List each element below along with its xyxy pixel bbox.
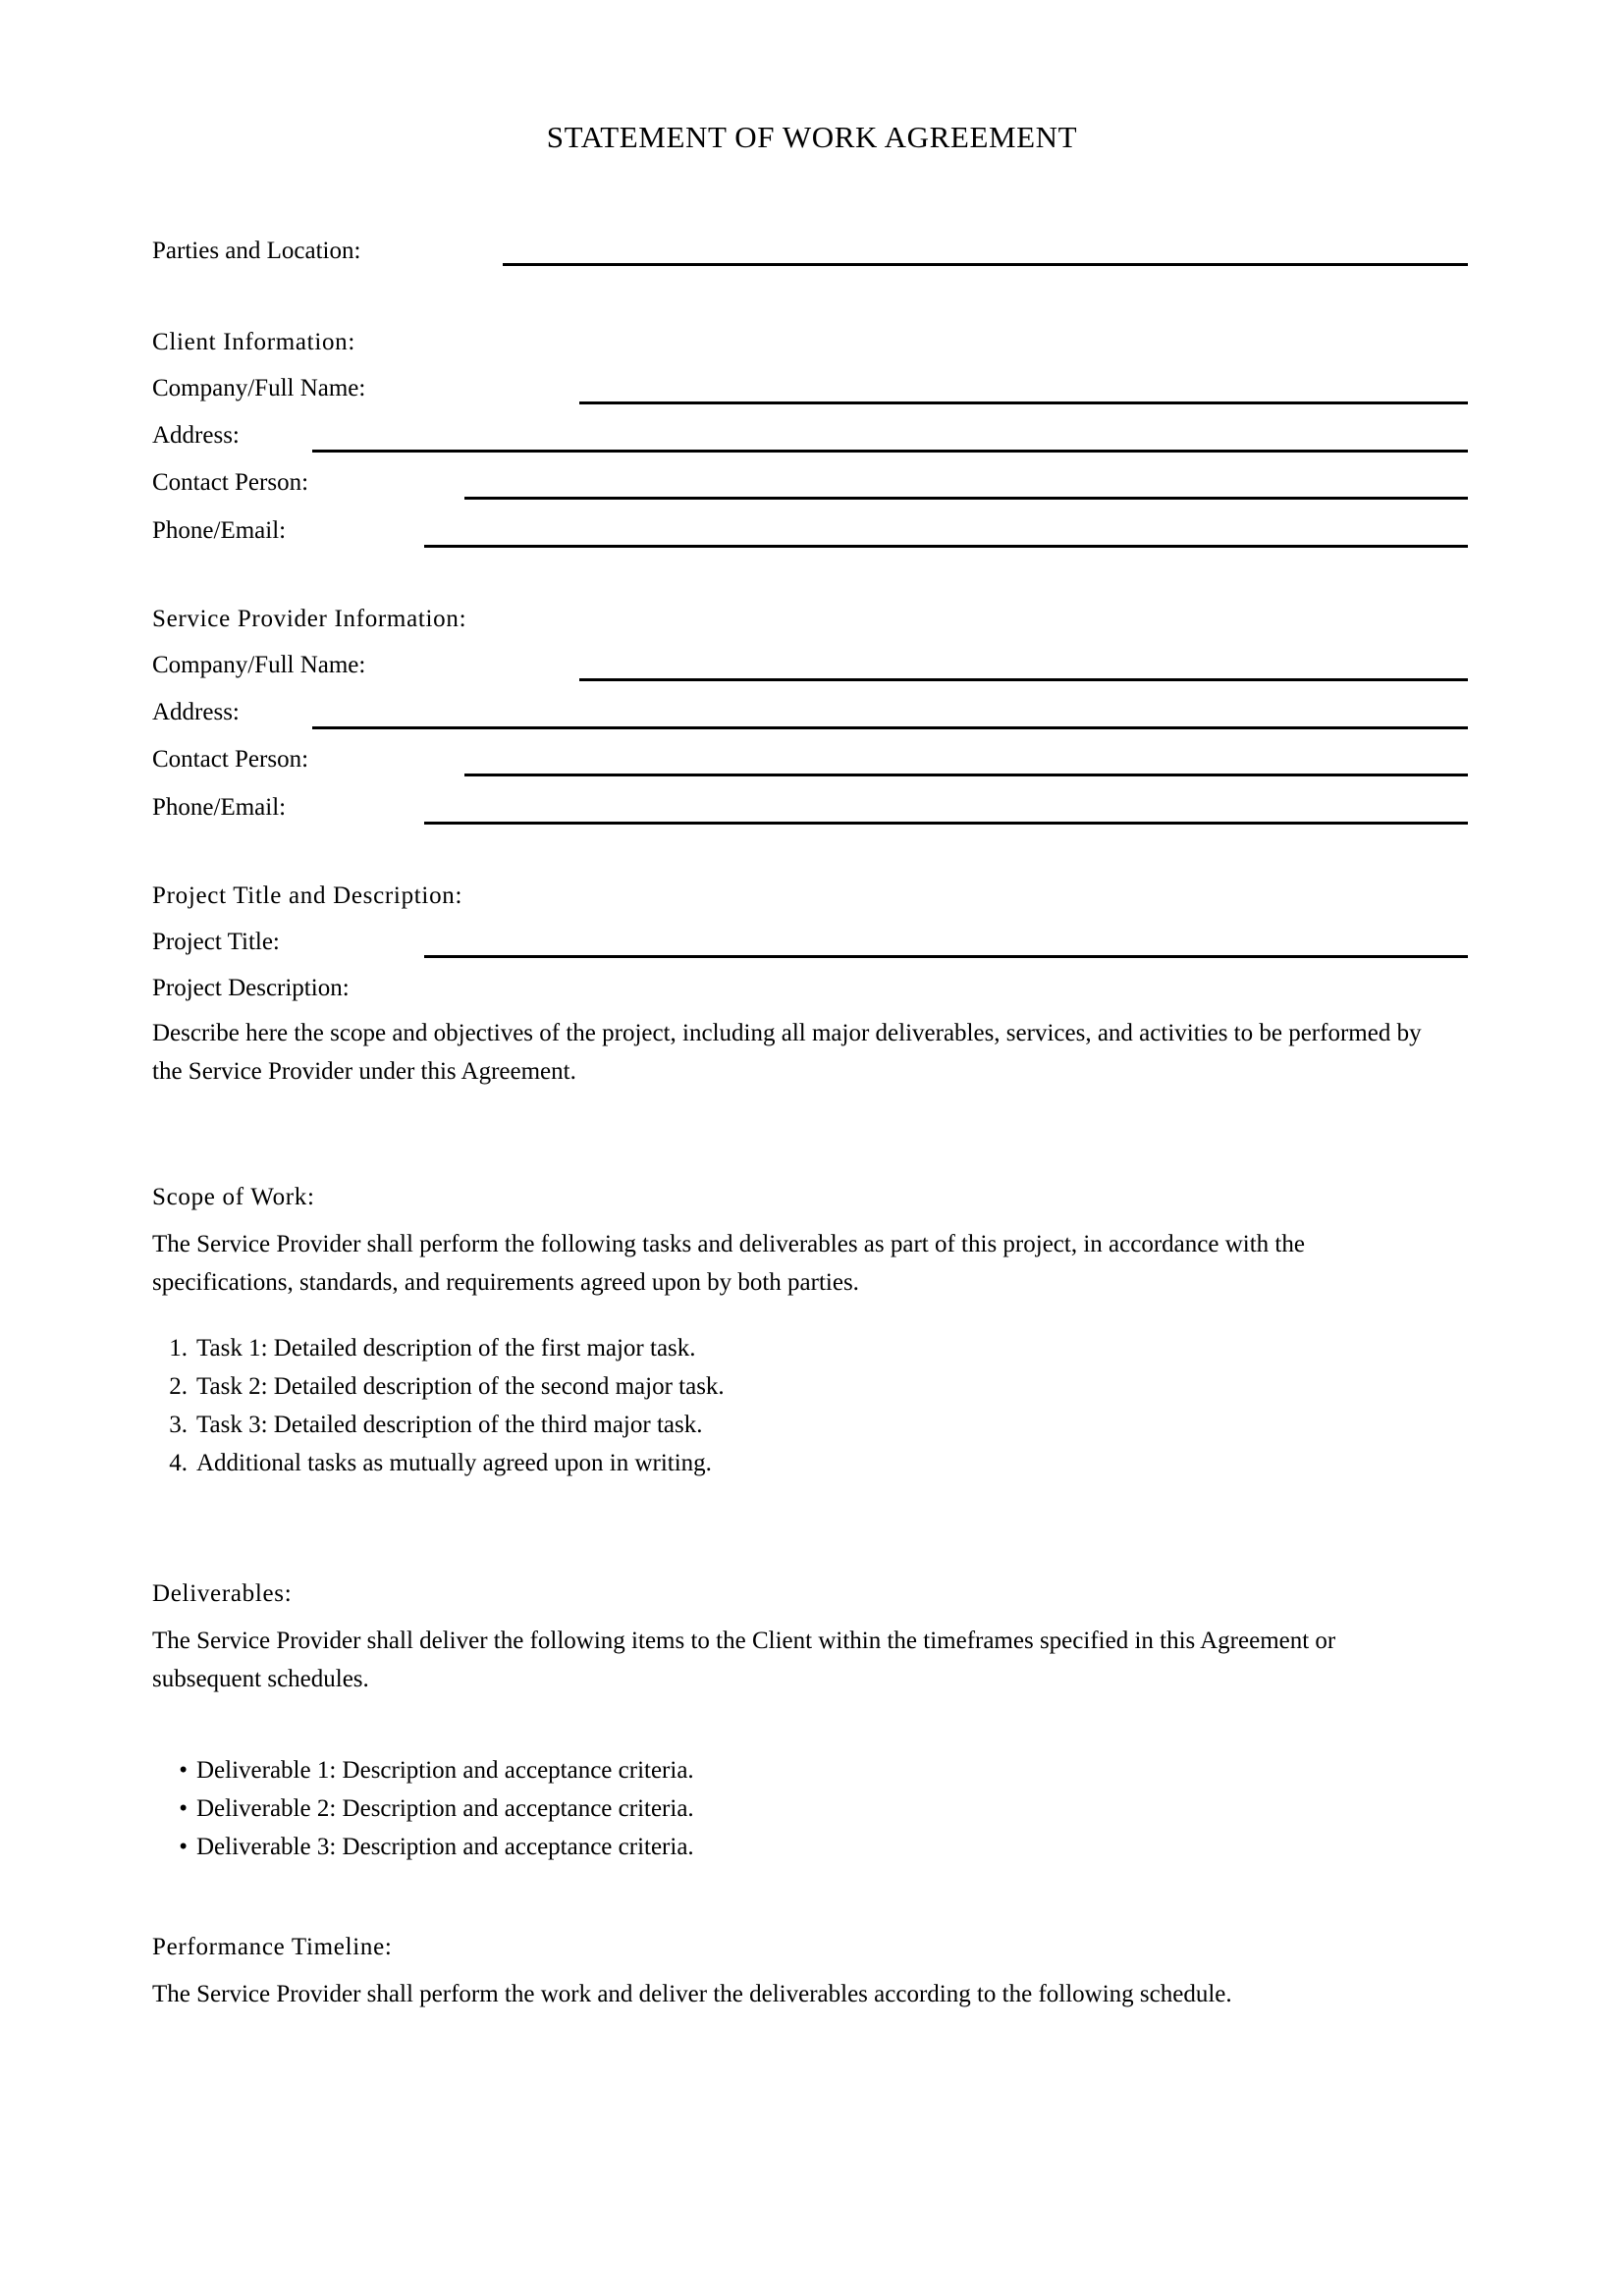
- list-item: [152, 1444, 725, 1482]
- list-item: [152, 1789, 694, 1828]
- scope-of-work-intro: The Service Provider shall perform the following tasks and deliverables as part of this project, in accordance with the specifications, standards, and requirements agreed upon by both parties.: [152, 1231, 1305, 1296]
- provider-company-name-label: Company/Full Name:: [152, 652, 366, 678]
- project-title-label: Project Title:: [152, 929, 280, 955]
- client-phone-email-label: Phone/Email:: [152, 517, 287, 544]
- client-contact-person-label: Contact Person:: [152, 469, 309, 496]
- list-item-label: Deliverable 2: Description and acceptance criteria.: [196, 1795, 694, 1822]
- provider-contact-person-field-rule[interactable]: [464, 774, 1468, 776]
- list-item-label: Task 1: Detailed description of the first major task.: [196, 1335, 696, 1362]
- deliverables-heading: Deliverables:: [152, 1580, 293, 1607]
- deliverables-list: [152, 1751, 694, 1866]
- client-address-field-rule[interactable]: [312, 450, 1468, 453]
- provider-address-label: Address:: [152, 699, 240, 725]
- scope-task-list: [152, 1329, 725, 1482]
- list-marker: 2.: [169, 1373, 188, 1400]
- provider-address-field-rule[interactable]: [312, 726, 1468, 729]
- list-item: [152, 1751, 694, 1789]
- list-marker: 4.: [169, 1450, 188, 1476]
- page-title: STATEMENT OF WORK AGREEMENT: [546, 120, 1078, 154]
- client-company-name-label: Company/Full Name:: [152, 375, 366, 401]
- list-marker: 3.: [169, 1412, 188, 1438]
- parties-and-location-label: Parties and Location:: [152, 238, 361, 264]
- project-description-label: Project Description:: [152, 975, 350, 1001]
- service-provider-information-heading: Service Provider Information:: [152, 606, 467, 632]
- list-item: [152, 1329, 725, 1367]
- client-address-label: Address:: [152, 422, 240, 449]
- list-item-label: Task 2: Detailed description of the second major task.: [196, 1373, 725, 1400]
- bullet-icon: •: [179, 1834, 188, 1860]
- provider-contact-person-label: Contact Person:: [152, 746, 309, 773]
- deliverables-intro: The Service Provider shall deliver the following items to the Client within the timeframes specified in this Agreement or subsequent schedules.: [152, 1628, 1336, 1692]
- bullet-icon: •: [179, 1757, 188, 1784]
- client-information-heading: Client Information:: [152, 329, 356, 355]
- list-item-label: Additional tasks as mutually agreed upon in writing.: [196, 1450, 712, 1476]
- project-title-description-heading: Project Title and Description:: [152, 882, 463, 909]
- scope-of-work-heading: Scope of Work:: [152, 1184, 315, 1210]
- parties-and-location-field-rule[interactable]: [503, 263, 1468, 266]
- bullet-icon: •: [179, 1795, 188, 1822]
- provider-phone-email-label: Phone/Email:: [152, 794, 287, 821]
- list-item: [152, 1828, 694, 1866]
- list-item: [152, 1406, 725, 1444]
- provider-company-name-field-rule[interactable]: [579, 678, 1468, 681]
- list-item-label: Deliverable 1: Description and acceptance criteria.: [196, 1757, 694, 1784]
- list-item: [152, 1367, 725, 1406]
- performance-timeline-intro: The Service Provider shall perform the work and deliver the deliverables according to the following schedule.: [152, 1981, 1232, 2007]
- client-company-name-field-rule[interactable]: [579, 401, 1468, 404]
- project-description-text: Describe here the scope and objectives of the project, including all major deliverables, services, and activities to be performed by the Service Provider under this Agreement.: [152, 1020, 1422, 1085]
- provider-phone-email-field-rule[interactable]: [424, 822, 1468, 825]
- project-title-field-rule[interactable]: [424, 955, 1468, 958]
- list-item-label: Deliverable 3: Description and acceptance criteria.: [196, 1834, 694, 1860]
- performance-timeline-heading: Performance Timeline:: [152, 1934, 393, 1960]
- client-phone-email-field-rule[interactable]: [424, 545, 1468, 548]
- list-marker: 1.: [169, 1335, 188, 1362]
- client-contact-person-field-rule[interactable]: [464, 497, 1468, 500]
- list-item-label: Task 3: Detailed description of the third major task.: [196, 1412, 703, 1438]
